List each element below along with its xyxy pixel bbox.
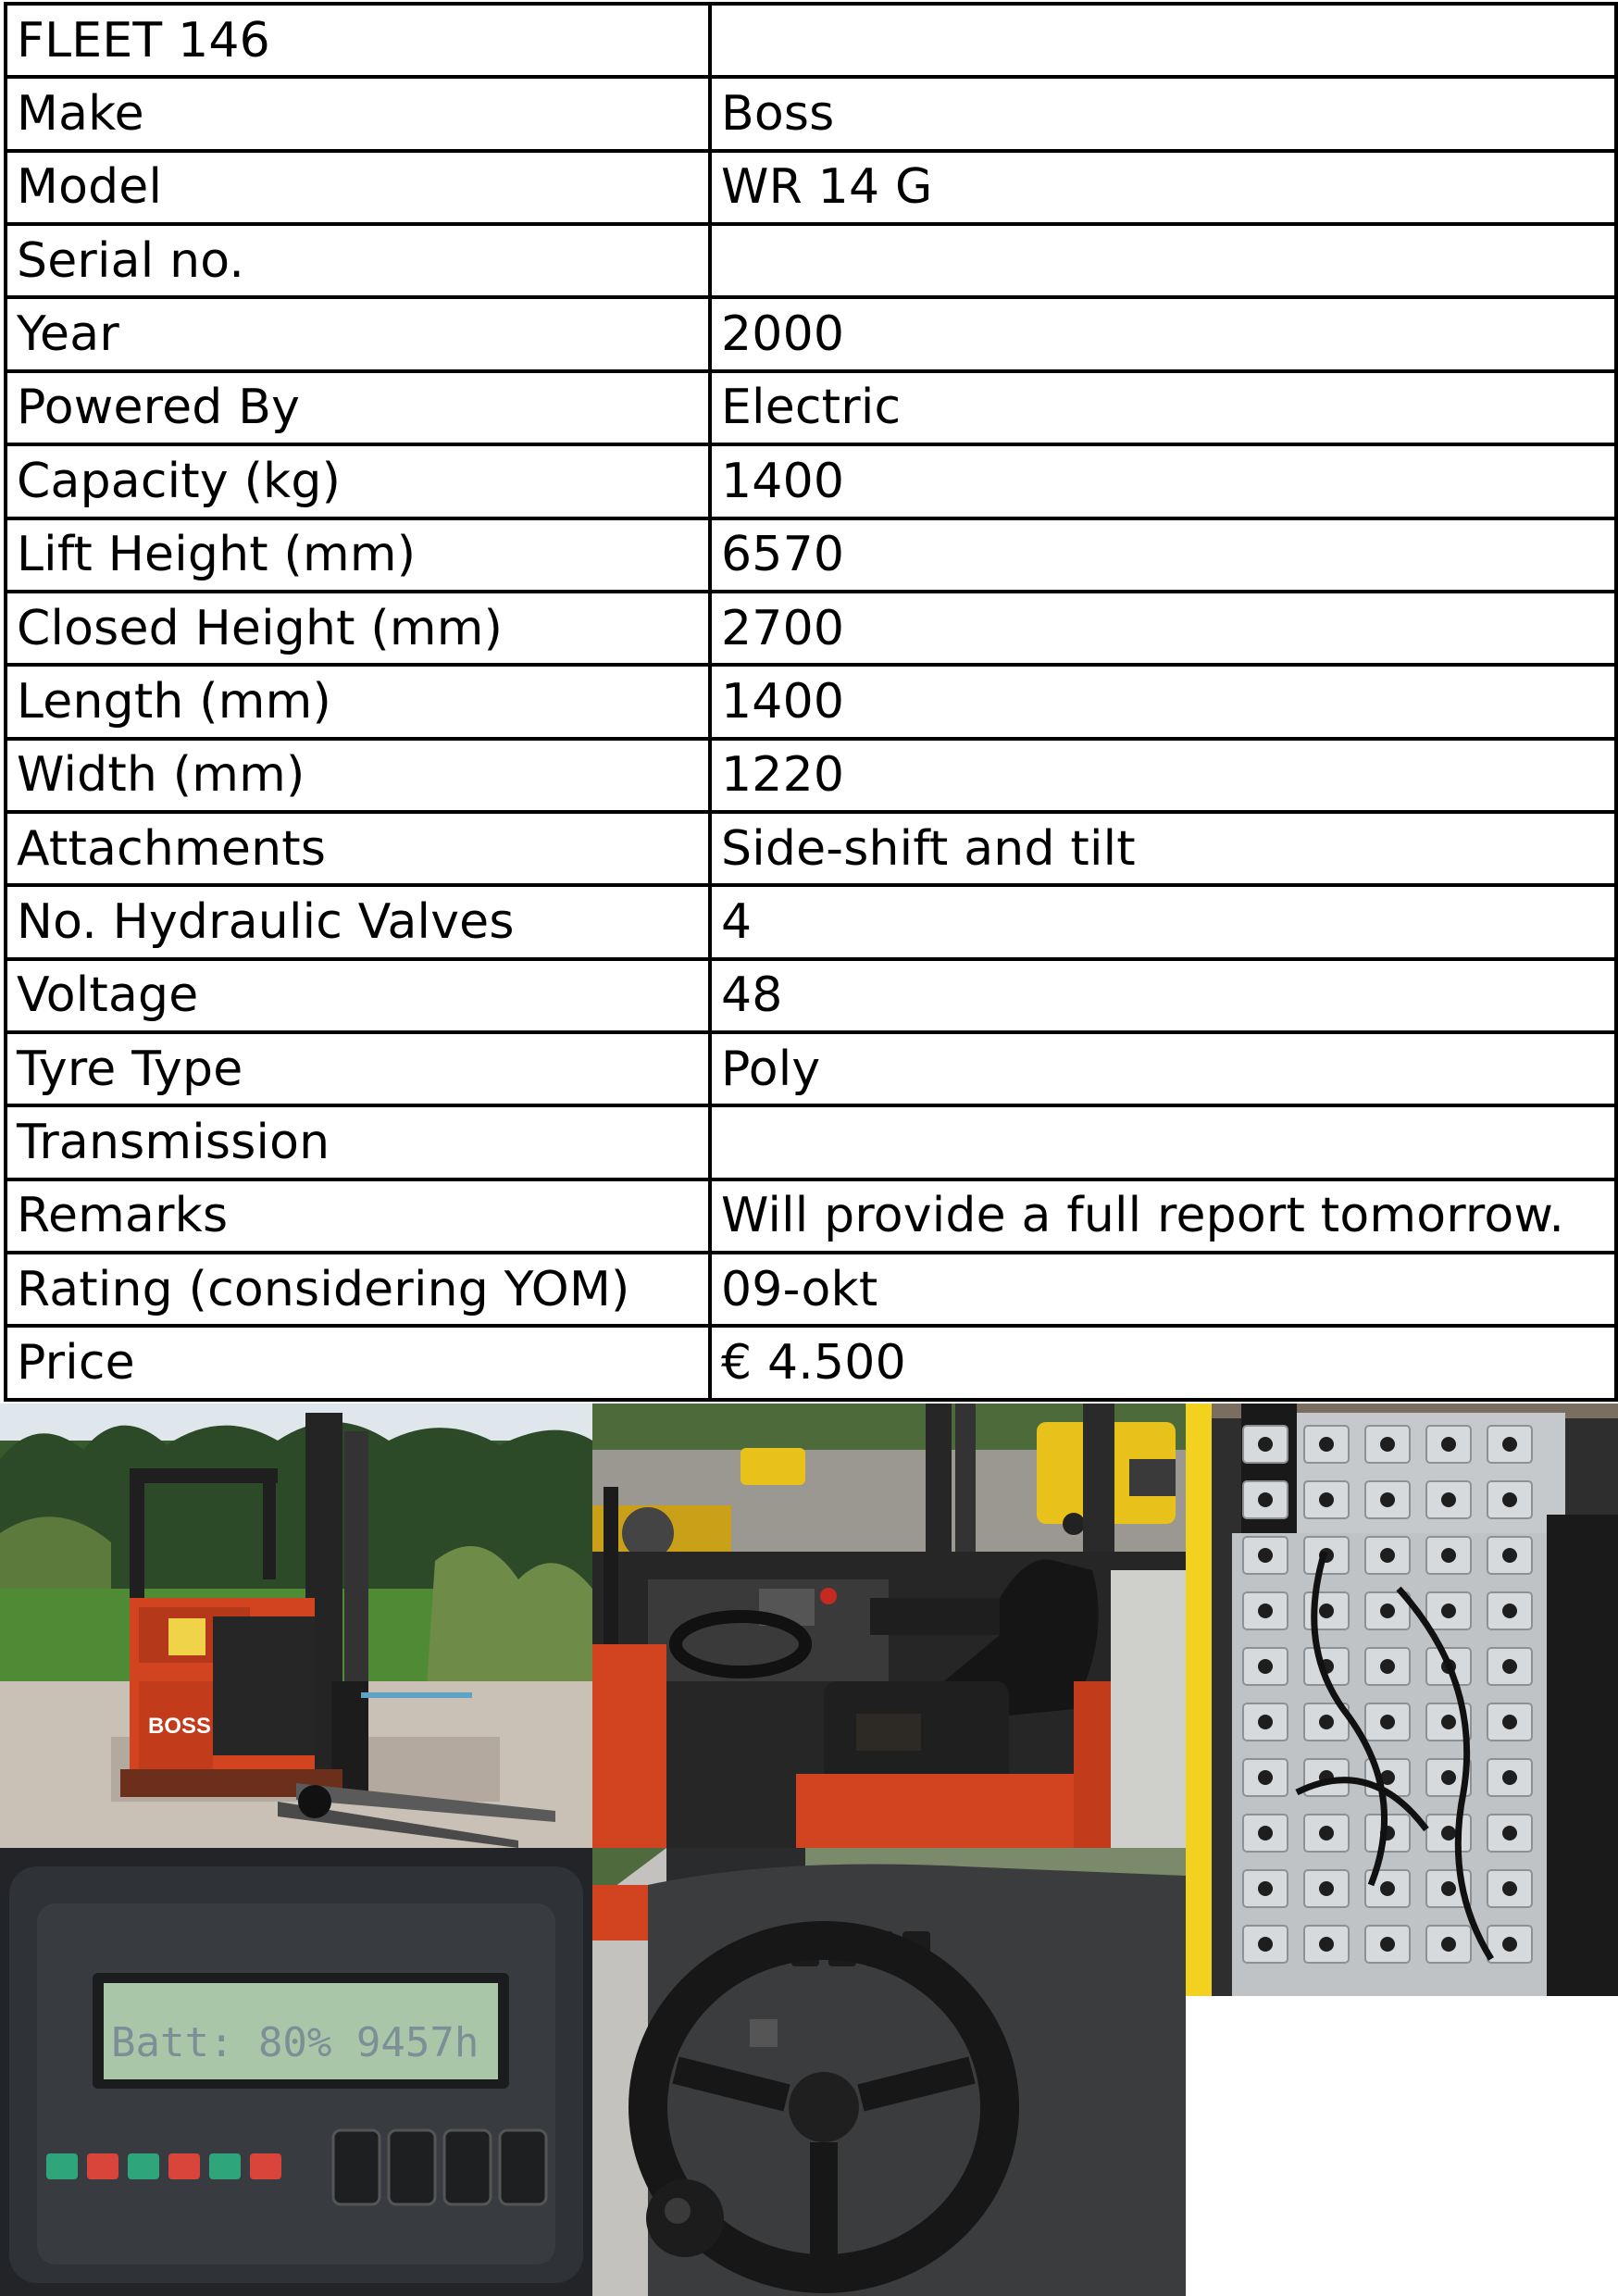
spec-row <box>6 1326 1616 1400</box>
spec-row <box>6 297 1616 370</box>
spec-row <box>6 4 1616 77</box>
keypad-button <box>389 2130 435 2204</box>
spec-value: 1220 <box>710 739 1616 812</box>
spec-table <box>4 2 1618 1402</box>
indicator-light <box>209 2153 241 2179</box>
spec-label: Length (mm) <box>6 665 710 738</box>
spec-value: 1400 <box>710 444 1616 518</box>
spec-value: 2700 <box>710 592 1616 665</box>
spec-label: Attachments <box>6 812 710 885</box>
spec-label: Powered By <box>6 371 710 444</box>
spec-label: Transmission <box>6 1105 710 1179</box>
keypad-button <box>444 2130 491 2204</box>
spec-value: € 4.500 <box>710 1326 1616 1400</box>
spec-row <box>6 592 1616 665</box>
keypad-button <box>333 2130 380 2204</box>
spec-value: Boss <box>710 77 1616 150</box>
spec-label: No. Hydraulic Valves <box>6 885 710 958</box>
forklift-photo <box>0 1404 592 1848</box>
spec-row <box>6 665 1616 738</box>
display-photo <box>0 1848 592 2296</box>
spec-value: 48 <box>710 959 1616 1032</box>
spec-value <box>710 4 1616 77</box>
spec-row <box>6 371 1616 444</box>
spec-label: Price <box>6 1326 710 1400</box>
spec-row <box>6 959 1616 1032</box>
spec-label: Capacity (kg) <box>6 444 710 518</box>
spec-value: Electric <box>710 371 1616 444</box>
spec-value: Will provide a full report tomorrow. <box>710 1179 1616 1253</box>
spec-label: Model <box>6 151 710 224</box>
steering-photo <box>592 1848 1186 2296</box>
spec-value <box>710 224 1616 297</box>
spec-label: Serial no. <box>6 224 710 297</box>
spec-label: Lift Height (mm) <box>6 518 710 592</box>
spec-row <box>6 812 1616 885</box>
battery-photo <box>1186 1404 1618 1996</box>
spec-value: 4 <box>710 885 1616 958</box>
spec-row <box>6 518 1616 592</box>
spec-value: 1400 <box>710 665 1616 738</box>
spec-label: Rating (considering YOM) <box>6 1253 710 1326</box>
spec-row <box>6 1253 1616 1326</box>
keypad-button <box>500 2130 546 2204</box>
spec-value <box>710 1105 1616 1179</box>
spec-label: Closed Height (mm) <box>6 592 710 665</box>
spec-label: Remarks <box>6 1179 710 1253</box>
spec-row <box>6 151 1616 224</box>
spec-value: WR 14 G <box>710 151 1616 224</box>
lcd-readout: Batt: 80% 9457h <box>111 2019 479 2066</box>
spec-row <box>6 77 1616 150</box>
spec-row <box>6 1105 1616 1179</box>
indicator-light <box>87 2153 118 2179</box>
spec-value: 6570 <box>710 518 1616 592</box>
spec-value: 09-okt <box>710 1253 1616 1326</box>
spec-label: Voltage <box>6 959 710 1032</box>
spec-value: Poly <box>710 1032 1616 1105</box>
spec-row <box>6 224 1616 297</box>
indicator-light <box>46 2153 78 2179</box>
spec-label: FLEET 146 <box>6 4 710 77</box>
spec-row <box>6 444 1616 518</box>
cabin-photo <box>592 1404 1186 1848</box>
spec-value: 2000 <box>710 297 1616 370</box>
boss-logo-text: BOSS <box>148 1714 212 1739</box>
spec-row <box>6 885 1616 958</box>
indicator-light <box>168 2153 200 2179</box>
spec-row <box>6 739 1616 812</box>
spec-label: Tyre Type <box>6 1032 710 1105</box>
indicator-light <box>250 2153 281 2179</box>
spec-label: Width (mm) <box>6 739 710 812</box>
spec-row <box>6 1032 1616 1105</box>
spec-row <box>6 1179 1616 1253</box>
spec-label: Make <box>6 77 710 150</box>
spec-value: Side-shift and tilt <box>710 812 1616 885</box>
spec-label: Year <box>6 297 710 370</box>
indicator-light <box>128 2153 159 2179</box>
